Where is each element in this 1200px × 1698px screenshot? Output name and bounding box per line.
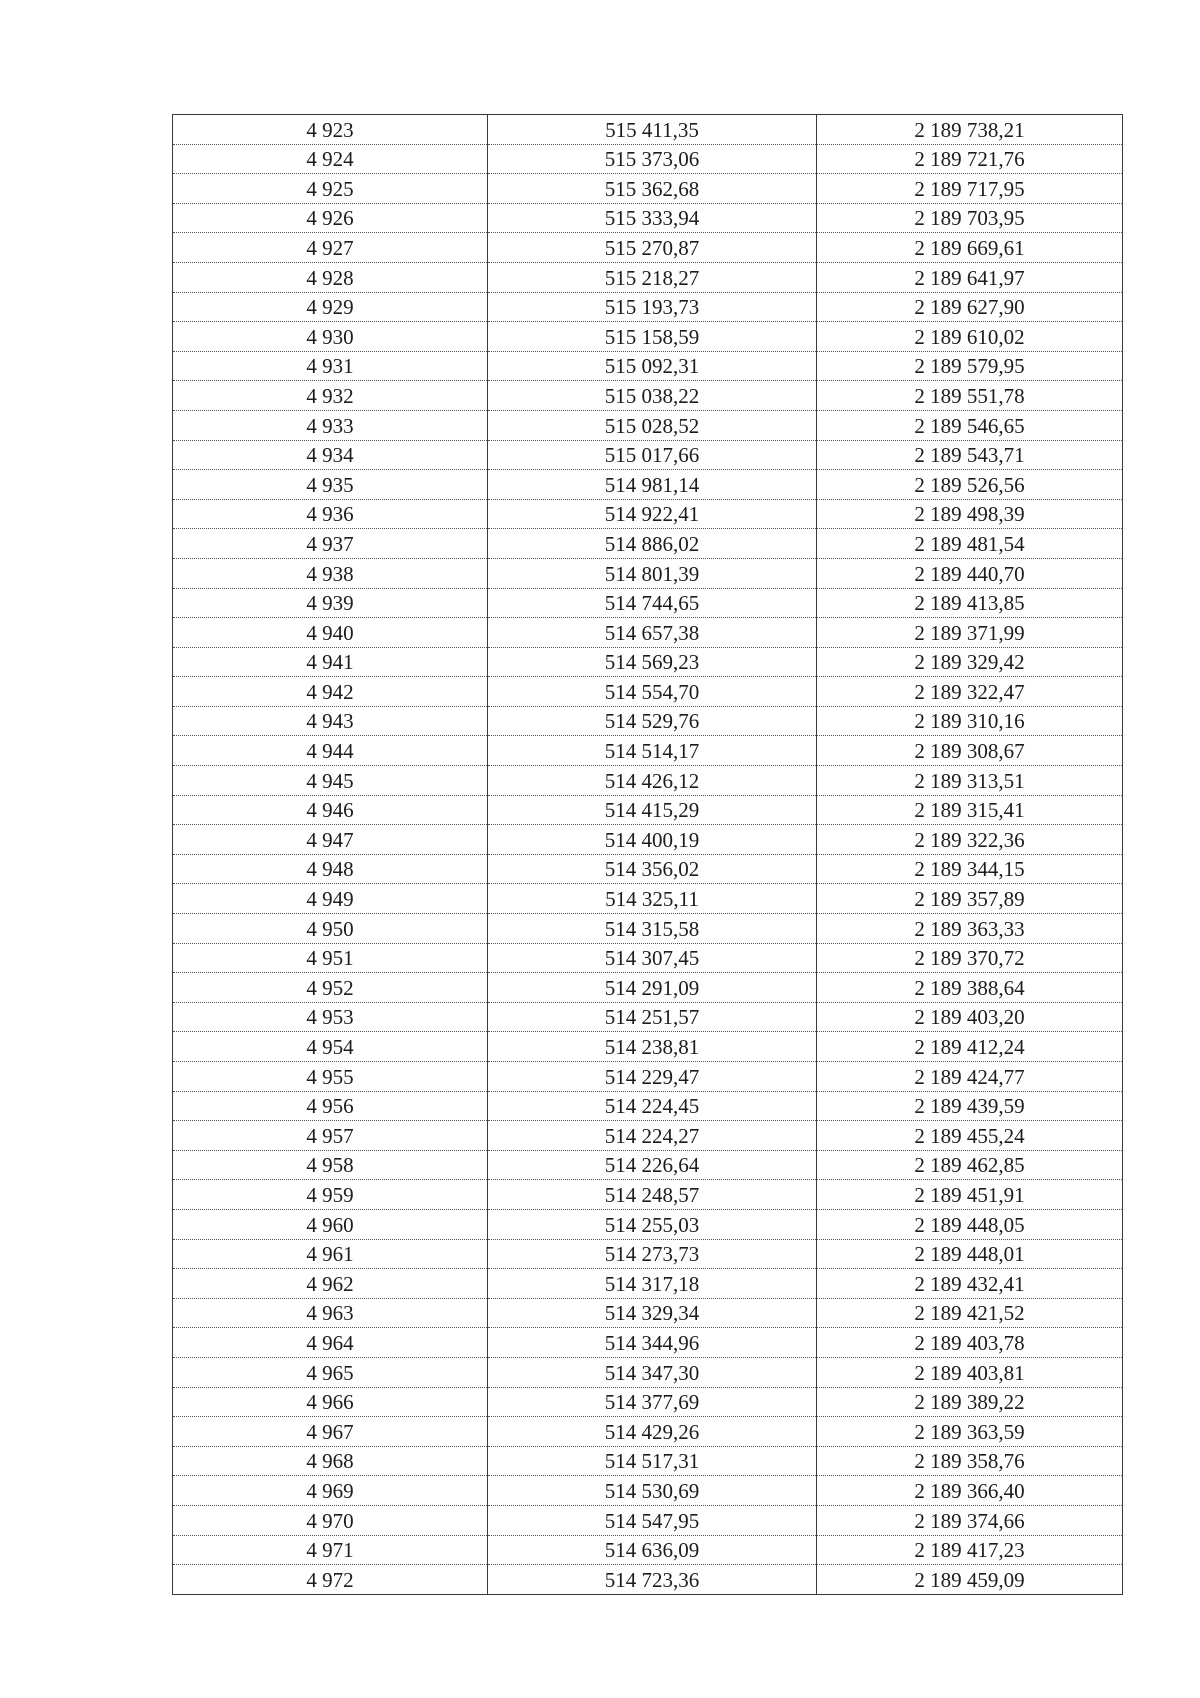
- y-coordinate-cell: 2 189 389,22: [817, 1387, 1123, 1417]
- y-coordinate-cell: 2 189 738,21: [817, 115, 1123, 145]
- y-coordinate-cell: 2 189 374,66: [817, 1505, 1123, 1535]
- table-row: [173, 1121, 1123, 1151]
- x-coordinate-cell: 514 429,26: [488, 1417, 817, 1447]
- point-number-cell: 4 956: [173, 1091, 488, 1121]
- point-number-cell: 4 963: [173, 1298, 488, 1328]
- point-number-cell: 4 926: [173, 203, 488, 233]
- point-number-cell: 4 949: [173, 884, 488, 914]
- x-coordinate-cell: 514 251,57: [488, 1002, 817, 1032]
- x-coordinate-cell: 515 373,06: [488, 144, 817, 174]
- table-row: [173, 292, 1123, 322]
- table-row: [173, 1209, 1123, 1239]
- x-coordinate-cell: 515 333,94: [488, 203, 817, 233]
- point-number-cell: 4 937: [173, 529, 488, 559]
- point-number-cell: 4 970: [173, 1505, 488, 1535]
- x-coordinate-cell: 514 317,18: [488, 1269, 817, 1299]
- y-coordinate-cell: 2 189 363,59: [817, 1417, 1123, 1447]
- y-coordinate-cell: 2 189 421,52: [817, 1298, 1123, 1328]
- y-coordinate-cell: 2 189 313,51: [817, 766, 1123, 796]
- x-coordinate-cell: 515 017,66: [488, 440, 817, 470]
- y-coordinate-cell: 2 189 403,20: [817, 1002, 1123, 1032]
- table-row: [173, 1328, 1123, 1358]
- x-coordinate-cell: 514 238,81: [488, 1032, 817, 1062]
- table-row: [173, 440, 1123, 470]
- coordinates-table: [172, 114, 1123, 1595]
- y-coordinate-cell: 2 189 551,78: [817, 381, 1123, 411]
- table-row: [173, 973, 1123, 1003]
- x-coordinate-cell: 514 636,09: [488, 1535, 817, 1565]
- x-coordinate-cell: 515 158,59: [488, 322, 817, 352]
- table-row: [173, 1446, 1123, 1476]
- y-coordinate-cell: 2 189 455,24: [817, 1121, 1123, 1151]
- y-coordinate-cell: 2 189 413,85: [817, 588, 1123, 618]
- table-row: [173, 410, 1123, 440]
- point-number-cell: 4 964: [173, 1328, 488, 1358]
- y-coordinate-cell: 2 189 610,02: [817, 322, 1123, 352]
- point-number-cell: 4 967: [173, 1417, 488, 1447]
- table-row: [173, 233, 1123, 263]
- y-coordinate-cell: 2 189 371,99: [817, 618, 1123, 648]
- point-number-cell: 4 959: [173, 1180, 488, 1210]
- x-coordinate-cell: 514 229,47: [488, 1062, 817, 1092]
- y-coordinate-cell: 2 189 451,91: [817, 1180, 1123, 1210]
- table-row: [173, 943, 1123, 973]
- point-number-cell: 4 962: [173, 1269, 488, 1299]
- table-row: [173, 322, 1123, 352]
- table-row: [173, 558, 1123, 588]
- table-row: [173, 1091, 1123, 1121]
- point-number-cell: 4 940: [173, 618, 488, 648]
- x-coordinate-cell: 515 193,73: [488, 292, 817, 322]
- point-number-cell: 4 948: [173, 854, 488, 884]
- x-coordinate-cell: 514 801,39: [488, 558, 817, 588]
- table-row: [173, 115, 1123, 145]
- y-coordinate-cell: 2 189 308,67: [817, 736, 1123, 766]
- y-coordinate-cell: 2 189 315,41: [817, 795, 1123, 825]
- x-coordinate-cell: 514 400,19: [488, 825, 817, 855]
- table-row: [173, 854, 1123, 884]
- y-coordinate-cell: 2 189 627,90: [817, 292, 1123, 322]
- y-coordinate-cell: 2 189 344,15: [817, 854, 1123, 884]
- table-row: [173, 1357, 1123, 1387]
- table-row: [173, 203, 1123, 233]
- y-coordinate-cell: 2 189 448,05: [817, 1209, 1123, 1239]
- y-coordinate-cell: 2 189 440,70: [817, 558, 1123, 588]
- y-coordinate-cell: 2 189 388,64: [817, 973, 1123, 1003]
- y-coordinate-cell: 2 189 462,85: [817, 1150, 1123, 1180]
- point-number-cell: 4 946: [173, 795, 488, 825]
- point-number-cell: 4 933: [173, 410, 488, 440]
- x-coordinate-cell: 514 255,03: [488, 1209, 817, 1239]
- table-row: [173, 736, 1123, 766]
- y-coordinate-cell: 2 189 358,76: [817, 1446, 1123, 1476]
- point-number-cell: 4 925: [173, 174, 488, 204]
- table-row: [173, 1150, 1123, 1180]
- table-row: [173, 1180, 1123, 1210]
- x-coordinate-cell: 515 411,35: [488, 115, 817, 145]
- x-coordinate-cell: 514 248,57: [488, 1180, 817, 1210]
- x-coordinate-cell: 514 744,65: [488, 588, 817, 618]
- table-row: [173, 677, 1123, 707]
- x-coordinate-cell: 514 347,30: [488, 1357, 817, 1387]
- point-number-cell: 4 947: [173, 825, 488, 855]
- x-coordinate-cell: 514 547,95: [488, 1505, 817, 1535]
- x-coordinate-cell: 514 981,14: [488, 470, 817, 500]
- y-coordinate-cell: 2 189 459,09: [817, 1565, 1123, 1595]
- table-row: [173, 1062, 1123, 1092]
- y-coordinate-cell: 2 189 579,95: [817, 351, 1123, 381]
- table-row: [173, 262, 1123, 292]
- point-number-cell: 4 950: [173, 914, 488, 944]
- point-number-cell: 4 969: [173, 1476, 488, 1506]
- point-number-cell: 4 928: [173, 262, 488, 292]
- point-number-cell: 4 965: [173, 1357, 488, 1387]
- table-row: [173, 529, 1123, 559]
- x-coordinate-cell: 514 224,27: [488, 1121, 817, 1151]
- x-coordinate-cell: 514 886,02: [488, 529, 817, 559]
- y-coordinate-cell: 2 189 641,97: [817, 262, 1123, 292]
- x-coordinate-cell: 514 415,29: [488, 795, 817, 825]
- x-coordinate-cell: 514 307,45: [488, 943, 817, 973]
- table-row: [173, 706, 1123, 736]
- table-row: [173, 618, 1123, 648]
- point-number-cell: 4 972: [173, 1565, 488, 1595]
- y-coordinate-cell: 2 189 363,33: [817, 914, 1123, 944]
- y-coordinate-cell: 2 189 357,89: [817, 884, 1123, 914]
- point-number-cell: 4 936: [173, 499, 488, 529]
- y-coordinate-cell: 2 189 322,36: [817, 825, 1123, 855]
- point-number-cell: 4 942: [173, 677, 488, 707]
- y-coordinate-cell: 2 189 703,95: [817, 203, 1123, 233]
- y-coordinate-cell: 2 189 329,42: [817, 647, 1123, 677]
- point-number-cell: 4 953: [173, 1002, 488, 1032]
- table-row: [173, 174, 1123, 204]
- table-row: [173, 1535, 1123, 1565]
- x-coordinate-cell: 515 092,31: [488, 351, 817, 381]
- x-coordinate-cell: 514 657,38: [488, 618, 817, 648]
- point-number-cell: 4 934: [173, 440, 488, 470]
- point-number-cell: 4 927: [173, 233, 488, 263]
- table-row: [173, 1298, 1123, 1328]
- x-coordinate-cell: 515 270,87: [488, 233, 817, 263]
- point-number-cell: 4 929: [173, 292, 488, 322]
- y-coordinate-cell: 2 189 366,40: [817, 1476, 1123, 1506]
- point-number-cell: 4 923: [173, 115, 488, 145]
- x-coordinate-cell: 514 517,31: [488, 1446, 817, 1476]
- y-coordinate-cell: 2 189 322,47: [817, 677, 1123, 707]
- table-row: [173, 1239, 1123, 1269]
- table-row: [173, 1387, 1123, 1417]
- x-coordinate-cell: 514 554,70: [488, 677, 817, 707]
- x-coordinate-cell: 514 325,11: [488, 884, 817, 914]
- y-coordinate-cell: 2 189 526,56: [817, 470, 1123, 500]
- table-row: [173, 1505, 1123, 1535]
- x-coordinate-cell: 514 922,41: [488, 499, 817, 529]
- point-number-cell: 4 938: [173, 558, 488, 588]
- y-coordinate-cell: 2 189 546,65: [817, 410, 1123, 440]
- y-coordinate-cell: 2 189 432,41: [817, 1269, 1123, 1299]
- point-number-cell: 4 932: [173, 381, 488, 411]
- x-coordinate-cell: 514 529,76: [488, 706, 817, 736]
- table-row: [173, 351, 1123, 381]
- y-coordinate-cell: 2 189 669,61: [817, 233, 1123, 263]
- y-coordinate-cell: 2 189 412,24: [817, 1032, 1123, 1062]
- point-number-cell: 4 968: [173, 1446, 488, 1476]
- x-coordinate-cell: 515 218,27: [488, 262, 817, 292]
- table-row: [173, 1269, 1123, 1299]
- table-row: [173, 1002, 1123, 1032]
- table-row: [173, 588, 1123, 618]
- table-row: [173, 1032, 1123, 1062]
- y-coordinate-cell: 2 189 721,76: [817, 144, 1123, 174]
- y-coordinate-cell: 2 189 403,81: [817, 1357, 1123, 1387]
- x-coordinate-cell: 514 291,09: [488, 973, 817, 1003]
- y-coordinate-cell: 2 189 439,59: [817, 1091, 1123, 1121]
- x-coordinate-cell: 514 514,17: [488, 736, 817, 766]
- table-row: [173, 766, 1123, 796]
- table-row: [173, 795, 1123, 825]
- y-coordinate-cell: 2 189 498,39: [817, 499, 1123, 529]
- y-coordinate-cell: 2 189 717,95: [817, 174, 1123, 204]
- table-row: [173, 914, 1123, 944]
- point-number-cell: 4 954: [173, 1032, 488, 1062]
- x-coordinate-cell: 515 028,52: [488, 410, 817, 440]
- x-coordinate-cell: 514 315,58: [488, 914, 817, 944]
- table-row: [173, 1417, 1123, 1447]
- point-number-cell: 4 931: [173, 351, 488, 381]
- x-coordinate-cell: 514 344,96: [488, 1328, 817, 1358]
- y-coordinate-cell: 2 189 448,01: [817, 1239, 1123, 1269]
- table-row: [173, 647, 1123, 677]
- point-number-cell: 4 935: [173, 470, 488, 500]
- y-coordinate-cell: 2 189 417,23: [817, 1535, 1123, 1565]
- point-number-cell: 4 961: [173, 1239, 488, 1269]
- x-coordinate-cell: 514 224,45: [488, 1091, 817, 1121]
- y-coordinate-cell: 2 189 424,77: [817, 1062, 1123, 1092]
- point-number-cell: 4 939: [173, 588, 488, 618]
- point-number-cell: 4 945: [173, 766, 488, 796]
- table-row: [173, 825, 1123, 855]
- point-number-cell: 4 966: [173, 1387, 488, 1417]
- table-row: [173, 499, 1123, 529]
- point-number-cell: 4 943: [173, 706, 488, 736]
- table-row: [173, 144, 1123, 174]
- x-coordinate-cell: 514 377,69: [488, 1387, 817, 1417]
- table-row: [173, 1476, 1123, 1506]
- x-coordinate-cell: 514 356,02: [488, 854, 817, 884]
- x-coordinate-cell: 514 569,23: [488, 647, 817, 677]
- point-number-cell: 4 960: [173, 1209, 488, 1239]
- point-number-cell: 4 955: [173, 1062, 488, 1092]
- y-coordinate-cell: 2 189 403,78: [817, 1328, 1123, 1358]
- point-number-cell: 4 951: [173, 943, 488, 973]
- point-number-cell: 4 957: [173, 1121, 488, 1151]
- point-number-cell: 4 952: [173, 973, 488, 1003]
- x-coordinate-cell: 515 038,22: [488, 381, 817, 411]
- x-coordinate-cell: 514 329,34: [488, 1298, 817, 1328]
- point-number-cell: 4 924: [173, 144, 488, 174]
- point-number-cell: 4 971: [173, 1535, 488, 1565]
- x-coordinate-cell: 514 426,12: [488, 766, 817, 796]
- x-coordinate-cell: 514 273,73: [488, 1239, 817, 1269]
- y-coordinate-cell: 2 189 481,54: [817, 529, 1123, 559]
- x-coordinate-cell: 514 226,64: [488, 1150, 817, 1180]
- y-coordinate-cell: 2 189 310,16: [817, 706, 1123, 736]
- table-row: [173, 470, 1123, 500]
- coordinates-table-body: [173, 115, 1123, 1595]
- table-row: [173, 1565, 1123, 1595]
- y-coordinate-cell: 2 189 370,72: [817, 943, 1123, 973]
- x-coordinate-cell: 514 530,69: [488, 1476, 817, 1506]
- point-number-cell: 4 944: [173, 736, 488, 766]
- table-row: [173, 381, 1123, 411]
- y-coordinate-cell: 2 189 543,71: [817, 440, 1123, 470]
- point-number-cell: 4 930: [173, 322, 488, 352]
- x-coordinate-cell: 515 362,68: [488, 174, 817, 204]
- table-row: [173, 884, 1123, 914]
- point-number-cell: 4 941: [173, 647, 488, 677]
- point-number-cell: 4 958: [173, 1150, 488, 1180]
- x-coordinate-cell: 514 723,36: [488, 1565, 817, 1595]
